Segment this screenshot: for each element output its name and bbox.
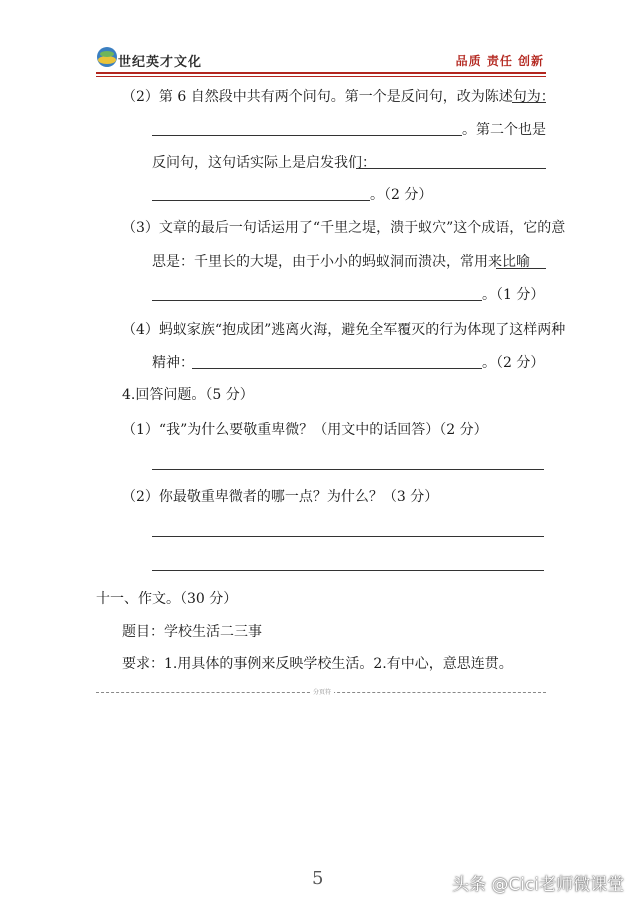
header-slogan: 品质 责任 创新 [455,54,544,68]
header-rule-thin [96,76,546,77]
answer-line[interactable] [192,368,482,369]
q3-line1: （3）文章的最后一句话运用了“千里之堤，溃于蚁穴”这个成语，它的意 [122,220,566,236]
q3-line2: 思是：千里长的大堤，由于小小的蚂蚁洞而溃决，常用来比喻 [152,254,530,270]
q4-line1: （4）蚂蚁家族“抱成团”逃离火海，避免全军覆灭的行为体现了这样两种 [122,322,566,338]
q2-line4-tail: 。（2 分） [370,187,433,203]
section11-title: 十一、作文。（30 分） [96,591,238,607]
answer-line[interactable] [152,536,544,537]
answer-line[interactable] [152,469,544,470]
page-header [96,46,546,74]
page-break-label: 分页符 [310,687,334,696]
q2-line1: （2）第 6 自然段中共有两个问句。第一个是反问句，改为陈述句为： [122,89,555,105]
answer-line[interactable] [152,570,544,571]
q2-line3: 反问句，这句话实际上是启发我们： [152,155,376,171]
answer-line[interactable] [152,135,462,136]
brand-name: 世纪英才文化 [118,55,203,70]
essay-requirement: 要求：1.用具体的事例来反映学校生活。2.有中心，意思连贯。 [122,656,513,672]
answer-line[interactable] [152,300,482,301]
q4-line2-tail: 。（2 分） [482,355,545,371]
section4-title: 4.回答问题。（5 分） [122,387,254,403]
answer-line[interactable] [152,200,370,201]
globe-logo-icon [96,46,118,68]
q4-line2-head: 精神： [152,355,194,371]
section4-q1: （1）“我”为什么要敬重卑微？（用文中的话回答）（2 分） [122,422,488,438]
answer-line[interactable] [496,268,546,269]
section4-q2: （2）你最敬重卑微者的哪一点？为什么？（3 分） [122,489,439,505]
q2-line2-tail: 。第二个也是 [462,122,546,138]
page-number: 5 [312,868,324,889]
essay-topic: 题目：学校生活二三事 [122,624,262,640]
header-rule [96,72,546,74]
answer-line[interactable] [512,102,546,103]
q3-line3-tail: 。（1 分） [482,287,545,303]
watermark: 头条 @Cici老师微课堂 [452,875,625,895]
answer-line[interactable] [356,168,546,169]
